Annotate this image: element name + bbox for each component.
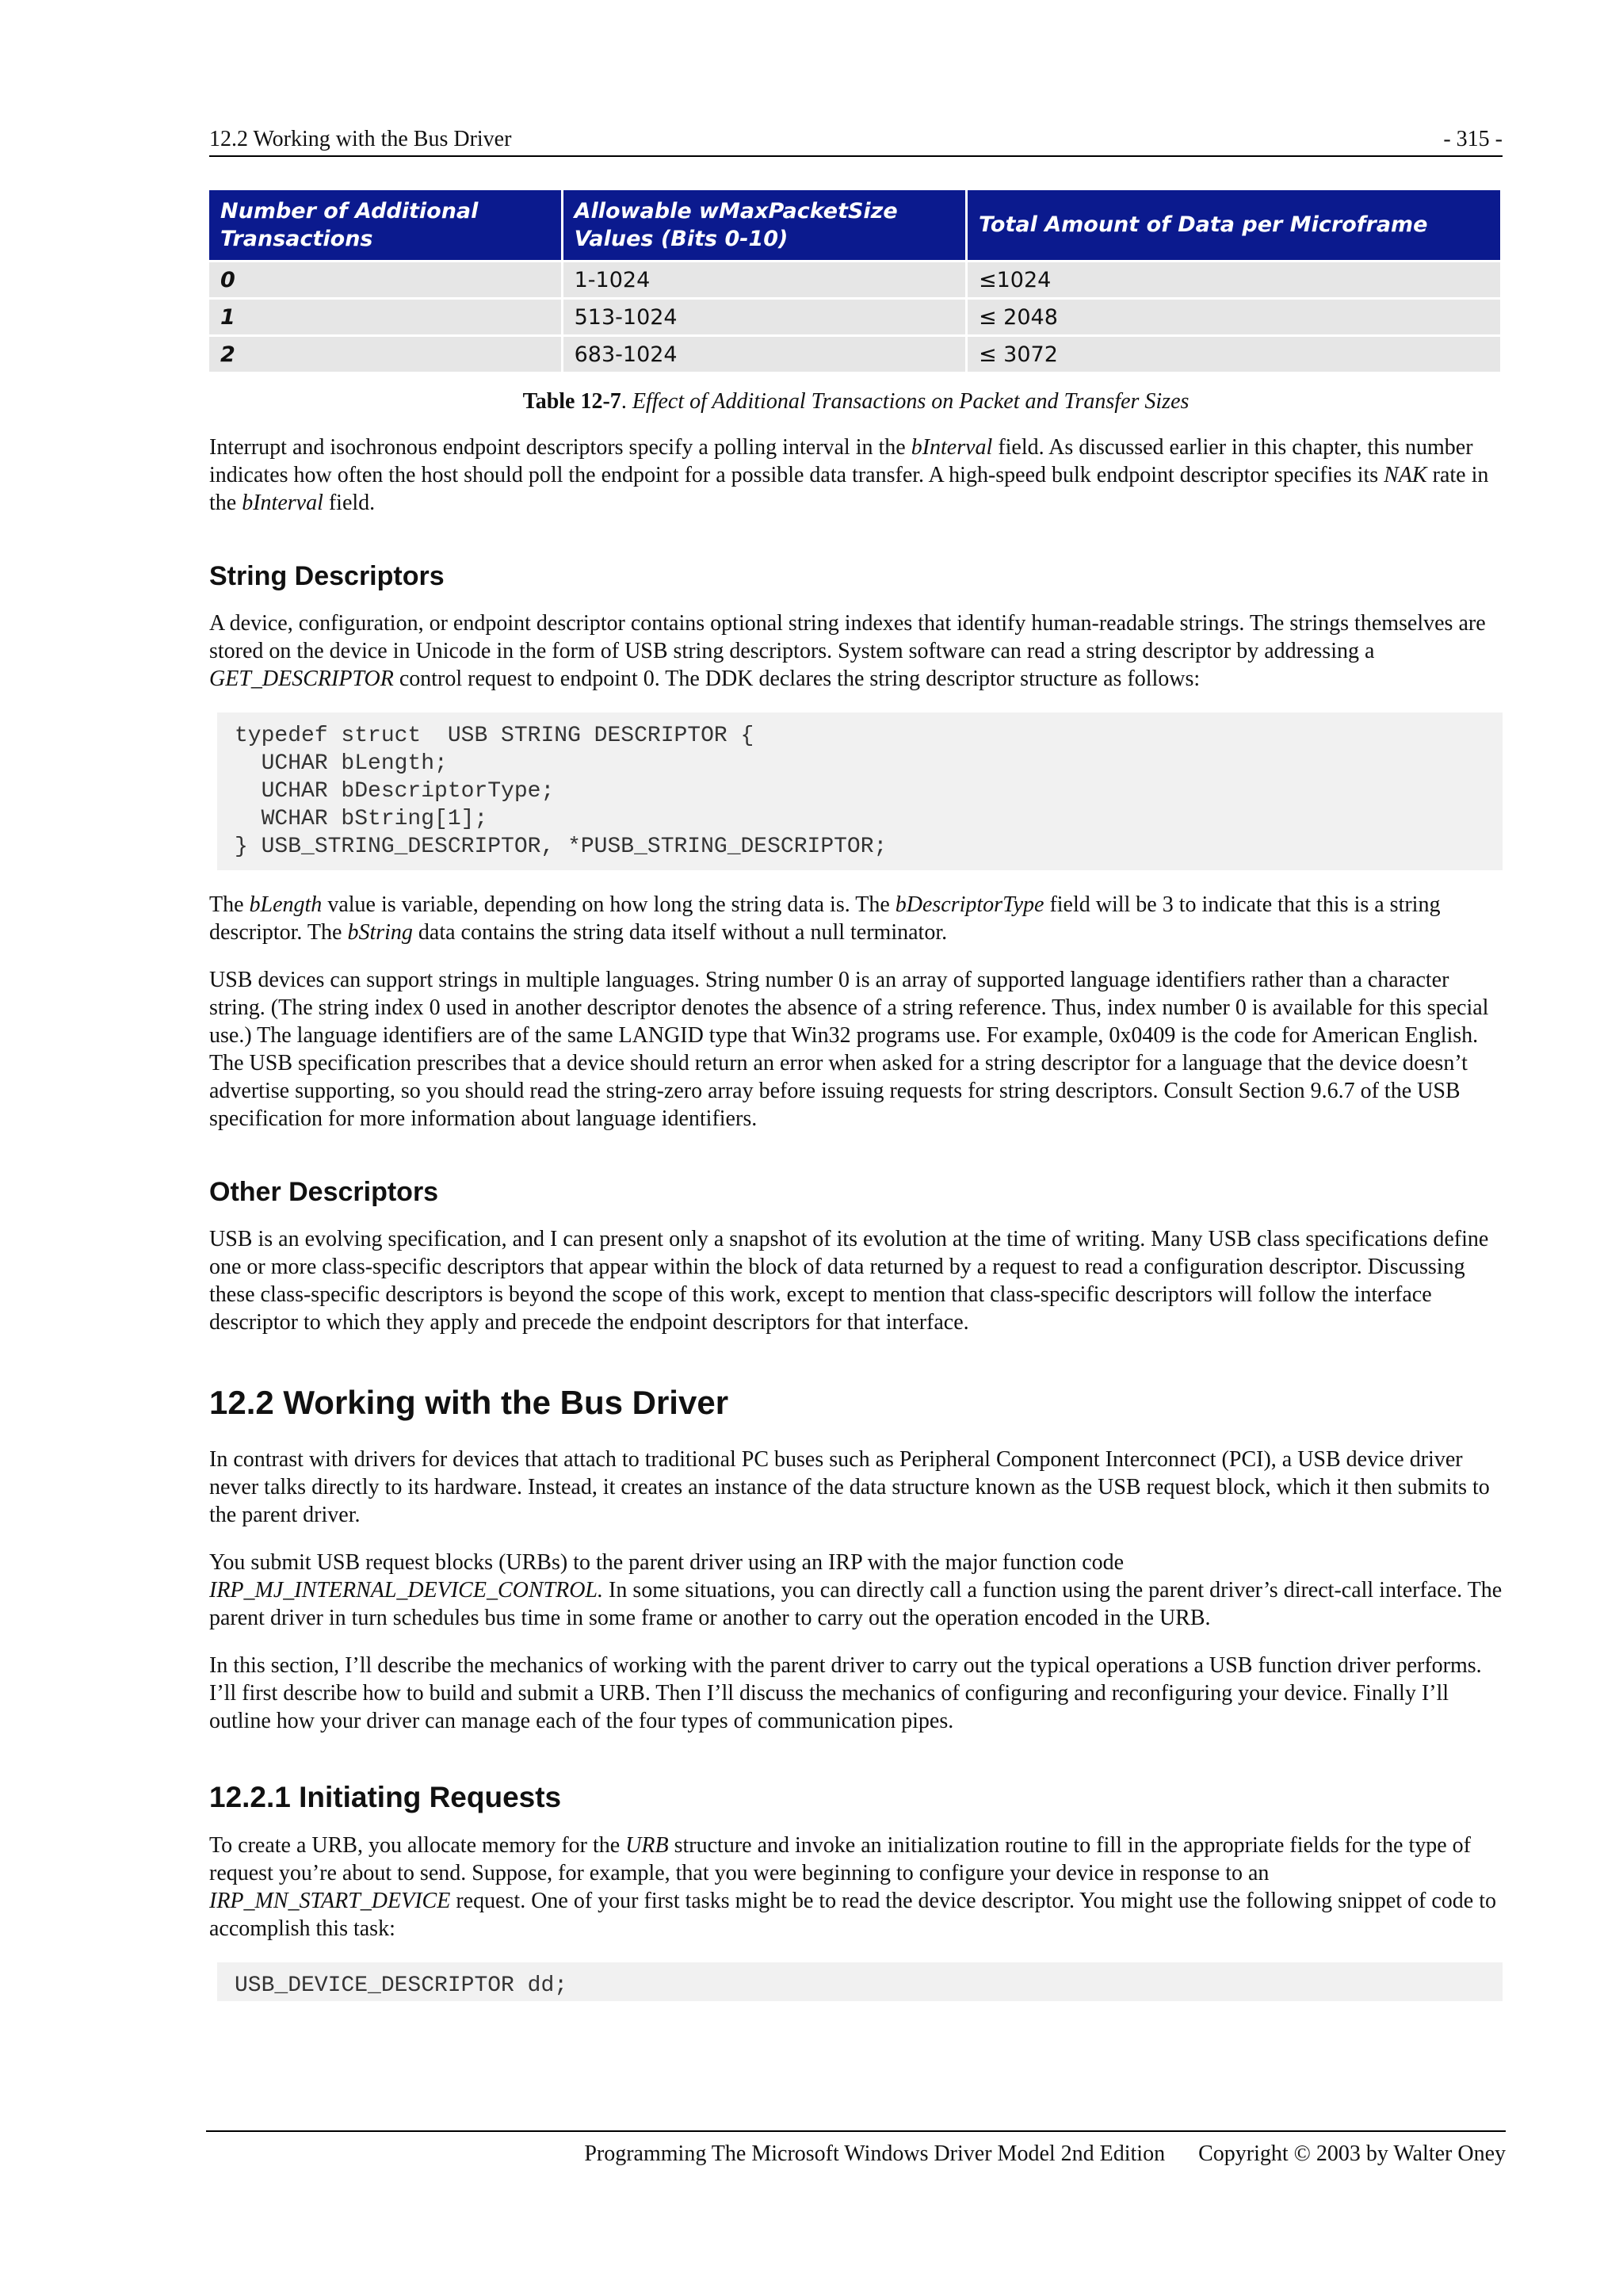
heading-other-descriptors: Other Descriptors: [209, 1177, 439, 1207]
paragraph-binterval: Interrupt and isochronous endpoint descriptors specify a polling interval in the bInterval field. As discussed earlier in this chapter, this number indicates how often the host should poll the endpoint for a possible data transfer. A high-speed bulk endpoint descriptor specifies its NAK rate in the bInterval field.: [209, 435, 1489, 515]
paragraph-string-descriptors: A device, configuration, or endpoint descriptor contains optional string indexes that identify human-readable strings. The strings themselves are stored on the device in Unicode in the form of USB string descriptors. System software can read a string descriptor by addressing a GET_DESCRIPTOR control request to endpoint 0. The DDK declares the string descriptor structure as follows:: [209, 611, 1486, 691]
page: [209, 127, 1503, 2001]
footer-book-title: Programming The Microsoft Windows Driver Model 2nd Edition: [584, 2141, 1166, 2166]
table-header-cell: Number of Additional Transactions: [209, 190, 562, 262]
paragraph-urbs: You submit USB request blocks (URBs) to the parent driver using an IRP with the major function code IRP_MJ_INTERNAL_DEVICE_CONTROL. In some situations, you can directly call a function using the parent driver’s direct-call interface. The parent driver in turn schedules bus time in some frame or another to carry out the operation encoded in the URB.: [209, 1550, 1503, 1630]
table-row: [209, 262, 1502, 299]
code-block-string-descriptor: typedef struct USB STRING DESCRIPTOR { UCHAR bLength; UCHAR bDescriptorType; WCHAR bString[1]; } USB_STRING_DESCRIPTOR, *PUSB_STRING_DESCRIPTOR;: [217, 712, 1503, 870]
page-footer: [206, 2130, 1506, 2167]
section-heading: 12.2 Working with the Bus Driver: [209, 1384, 729, 1421]
table-header-row: [209, 190, 1502, 262]
heading-string-descriptors: String Descriptors: [209, 561, 445, 591]
code-block-device-descriptor: USB_DEVICE_DESCRIPTOR dd;: [217, 1962, 1503, 2001]
caption-label: Table 12-7: [522, 389, 621, 414]
table-row: [209, 336, 1502, 372]
transactions-table: [209, 190, 1503, 372]
paragraph-blength: The bLength value is variable, depending on how long the string data is. The bDescriptorType field will be 3 to indicate that this is a string descriptor. The bString data contains the string data itself without a null terminator.: [209, 892, 1441, 945]
table-cell: ≤ 3072: [966, 336, 1501, 372]
table-header-cell: Total Amount of Data per Microframe: [966, 190, 1501, 262]
header-title: 12.2 Working with the Bus Driver: [209, 127, 512, 151]
paragraph-languages: USB devices can support strings in multiple languages. String number 0 is an array of supported language identifiers rather than a character string. (The string index 0 used in another descriptor denotes the absence of a string reference. Thus, index number 0 is available for this special use.) The language identifiers are of the same LANGID type that Win32 programs use. For example, 0x0409 is the code for American English. The USB specification prescribes that a device should return an error when asked for a string descriptor for a language that the device doesn’t advertise supporting, so you should read the string-zero array before issuing requests for string descriptors. Consult Section 9.6.7 of the USB specification for more information about language identifiers.: [209, 968, 1489, 1131]
table-cell: ≤ 2048: [966, 299, 1501, 336]
table-caption: Table 12-7. Effect of Additional Transactions on Packet and Transfer Sizes: [522, 389, 1190, 414]
table-cell: ≤1024: [966, 262, 1501, 299]
subsection-heading: 12.2.1 Initiating Requests: [209, 1781, 562, 1813]
table-cell: 0: [209, 262, 562, 299]
paragraph-section-overview: In this section, I’ll describe the mechanics of working with the parent driver to carry out the typical operations a USB function driver performs. I’ll first describe how to build and submit a URB. Then I’ll discuss the mechanics of configuring and reconfiguring your device. Finally I’ll outline how your driver can manage each of the four types of communication pipes.: [209, 1653, 1482, 1733]
caption-text: Effect of Additional Transactions on Packet and Transfer Sizes: [632, 389, 1190, 414]
table-cell: 2: [209, 336, 562, 372]
table-cell: 1: [209, 299, 562, 336]
paragraph-initiating-requests: To create a URB, you allocate memory for the URB structure and invoke an initialization routine to fill in the appropriate fields for the type of request you’re about to send. Suppose, for example, that you were beginning to configure your device in response to an IRP_MN_START_DEVICE request. One of your first tasks might be to read the device descriptor. You might use the following snippet of code to accomplish this task:: [209, 1833, 1496, 1941]
page-number: - 315 -: [1443, 127, 1503, 151]
table-row: [209, 299, 1502, 336]
running-header: [209, 127, 1503, 157]
paragraph-other-descriptors: USB is an evolving specification, and I can present only a snapshot of its evolution at the time of writing. Many USB class specifications define one or more class-specific descriptors that appear within the block of data returned by a request to read a configuration descriptor. Discussing these class-specific descriptors is beyond the scope of this work, except to mention that class-specific descriptors will follow the interface descriptor to which they apply and precede the endpoint descriptors for that interface.: [209, 1227, 1489, 1335]
table-cell: 513-1024: [562, 299, 966, 336]
table-cell: 1-1024: [562, 262, 966, 299]
table-header-cell: Allowable wMaxPacketSize Values (Bits 0-10): [562, 190, 966, 262]
footer-copyright: Copyright © 2003 by Walter Oney: [1198, 2141, 1506, 2166]
paragraph-bus-driver-intro: In contrast with drivers for devices that attach to traditional PC buses such as Peripheral Component Interconnect (PCI), a USB device driver never talks directly to its hardware. Instead, it creates an instance of the data structure known as the USB request block, which it then submits to the parent driver.: [209, 1447, 1490, 1527]
table-cell: 683-1024: [562, 336, 966, 372]
